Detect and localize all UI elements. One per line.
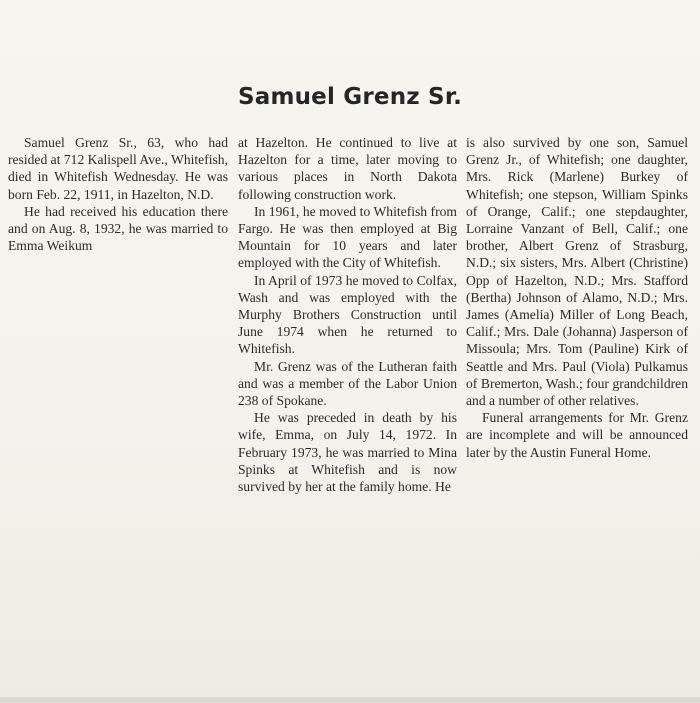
text-column-2 — [238, 134, 457, 495]
paragraph: He had received his education there and on Aug. 8, 1932, he was married to Emma Weikum — [8, 203, 228, 254]
paragraph: Mr. Grenz was of the Lutheran faith and was a member of the Labor Union 238 of Spokane. — [238, 358, 457, 409]
paragraph: In 1961, he moved to Whitefish from Fargo. He was then employed at Big Mountain for 10 years and later employed with the City of Whitefish. — [238, 203, 457, 271]
paragraph: is also survived by one son, Samuel Grenz Jr., of Whitefish; one daughter, Mrs. Rick (Marlene) Burkey of Whitefish; one stepson, William Spinks of Orange, Calif.; one stepdaughter, Lorraine Vanzant of Bell, Calif.; one brother, Albert Grenz of Strasburg, N.D.; six sisters, Mrs. Albert (Christine) Opp of Hazelton, N.D.; Mrs. Stafford (Bertha) Johnson of Alamo, N.D.; Mrs. James (Amelia) Miller of Long Beach, Calif.; Mrs. Dale (Johanna) Jasperson of Missoula; Mrs. Tom (Pauline) Kirk of Seattle and Mrs. Paul (Viola) Pulkamus of Bremerton, Wash.; four grandchildren and a number of other relatives. — [466, 135, 688, 409]
paragraph: at Hazelton. He continued to live at Hazelton for a time, later moving to various places in North Dakota following construction work. — [238, 135, 457, 202]
text-column-3 — [466, 134, 688, 461]
text-column-1 — [8, 134, 228, 254]
paragraph: He was preceded in death by his wife, Emma, on July 14, 1972. In February 1973, he was married to Mina Spinks at Whitefish and is now survived by her at the family home. He — [238, 410, 457, 495]
paragraph: Samuel Grenz Sr., 63, who had resided at 712 Kalispell Ave., Whitefish, died in Whitefish Wednesday. He was born Feb. 22, 1911, in Hazelton, N.D. — [8, 135, 228, 202]
clipping-bottom-edge — [0, 697, 700, 703]
paragraph: In April of 1973 he moved to Colfax, Wash and was employed with the Murphy Brothers Construction until June 1974 when he returned to Whitefish. — [238, 272, 457, 357]
obituary-headline: Samuel Grenz Sr. — [237, 84, 463, 110]
paragraph: Funeral arrangements for Mr. Grenz are incomplete and will be announced later by the Austin Funeral Home. — [466, 410, 688, 460]
